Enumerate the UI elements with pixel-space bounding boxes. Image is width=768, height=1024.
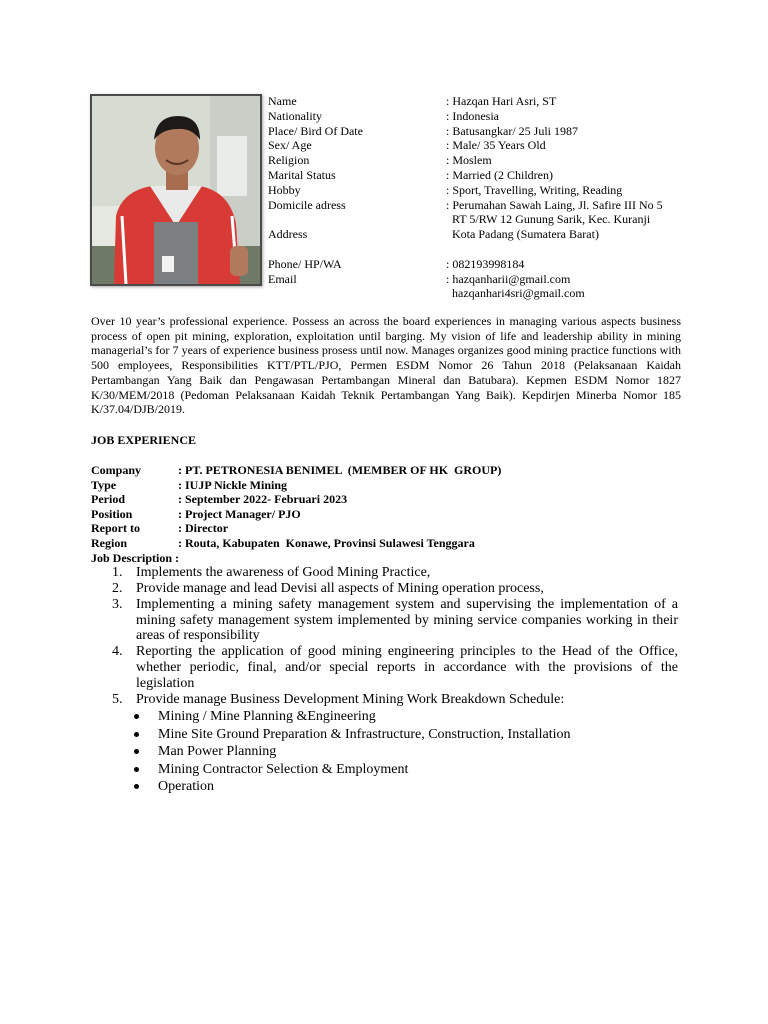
- list-number: 5.: [112, 691, 123, 707]
- wbs-text: Man Power Planning: [158, 744, 277, 760]
- info-value: : Hazqan Hari Asri, ST: [446, 94, 557, 108]
- info-label: Address: [268, 227, 308, 242]
- job-value: : IUJP Nickle Mining: [178, 477, 288, 492]
- list-item: [112, 644, 678, 691]
- job-value: : Project Manager/ PJO: [178, 506, 301, 521]
- list-text: Provide manage and lead Devisi all aspects of Mining operation process,: [136, 581, 544, 597]
- info-value: Kota Padang (Sumatera Barat): [446, 227, 599, 242]
- wbs-item: [136, 761, 678, 778]
- info-label: Phone/ HP/WA: [268, 256, 342, 271]
- list-number: 1.: [112, 565, 123, 580]
- list-number: 4.: [112, 644, 123, 660]
- bullet-icon: [134, 749, 139, 754]
- info-label: Domicile adress: [268, 197, 346, 212]
- job-label: Report to: [91, 521, 140, 536]
- info-value: : 082193998184: [446, 256, 525, 271]
- bullet-icon: [134, 784, 139, 789]
- list-text: Reporting the application of good mining engineering principles to the Head of the Office, whether periodic, final, and/or special reports in accordance with the provisions of the legislation: [136, 644, 678, 691]
- info-label: Email: [268, 271, 297, 286]
- wbs-list: [136, 708, 678, 795]
- wbs-item: [136, 778, 678, 795]
- list-text: Implements the awareness of Good Mining Practice,: [136, 565, 431, 580]
- email-link[interactable]: : hazqanharii@gmail.com: [446, 271, 571, 286]
- list-number: 3.: [112, 597, 123, 613]
- wbs-text: Mining / Mine Planning &Engineering: [158, 709, 376, 725]
- wbs-item: [136, 743, 678, 760]
- bullet-icon: [134, 732, 139, 737]
- wbs-text: Operation: [158, 778, 214, 794]
- wbs-text: Mine Site Ground Preparation & Infrastructure, Construction, Installation: [158, 726, 571, 742]
- job-label: Company: [91, 463, 142, 477]
- info-value: : Moslem: [446, 153, 492, 168]
- list-text: Implementing a mining safety management system and supervising the implementation of a mining safety management system implemented by mining service companies working in their areas of responsibility: [136, 597, 678, 644]
- list-item: [112, 565, 678, 581]
- job-label: Type: [91, 477, 117, 492]
- job-value: : Director: [178, 521, 229, 536]
- list-item: [112, 692, 678, 796]
- wbs-item: [136, 726, 678, 743]
- info-value: : Male/ 35 Years Old: [446, 138, 546, 153]
- job-label: Job Description :: [91, 550, 179, 565]
- job-experience-heading: JOB EXPERIENCE: [91, 433, 197, 447]
- info-label: Name: [268, 94, 297, 108]
- info-label: Nationality: [268, 108, 322, 123]
- list-number: 2.: [112, 581, 123, 597]
- bullet-icon: [134, 714, 139, 719]
- professional-summary: Over 10 year’s professional experience. Possess an across the board experiences in managing various aspects business process of open pit mining, exploration, exploitation until barging. My vision of life and leadership ability in mining managerial’s for 7 years of experience business prosess until now. Manages organizes good mining practice functions with 500 employees, Responsibilities KTT/PTL/PJO, Permen ESDM Nomor 26 Tahun 2018 (Pelaksanaan Kaidah Pertambangan Yang Baik dan Pengawasan Pertambangan Mineral dan Batubara). Kepmen ESDM Nomor 1827 K/30/MEM/2018 (Pedoman Pelaksanaan Kaidah Teknik Pertambangan Yang Baik). Kepdirjen Minerba Nomor 185 K/37.04/DJB/2019.: [91, 314, 681, 417]
- job-label: Position: [91, 506, 133, 521]
- list-text: Provide manage Business Development Mining Work Breakdown Schedule:: [136, 691, 565, 707]
- info-label: Sex/ Age: [268, 138, 312, 153]
- profile-photo: [90, 94, 262, 286]
- job-value: : September 2022- Februari 2023: [178, 492, 348, 507]
- info-label: Marital Status: [268, 167, 336, 182]
- wbs-text: Mining Contractor Selection & Employment: [158, 761, 409, 777]
- job-description-list: [112, 565, 678, 796]
- info-value: RT 5/RW 12 Gunung Sarik, Kec. Kuranji: [446, 212, 651, 227]
- info-label: Hobby: [268, 182, 301, 197]
- list-item: [112, 581, 678, 597]
- bullet-icon: [134, 767, 139, 772]
- info-value: : Perumahan Sawah Laing, Jl. Safire III No 5: [446, 197, 663, 212]
- job-value: : Routa, Kabupaten Konawe, Provinsi Sulawesi Tenggara: [178, 535, 475, 550]
- email-link[interactable]: hazqanhari4sri@gmail.com: [446, 286, 585, 301]
- info-value: : Married (2 Children): [446, 167, 553, 182]
- wbs-item: [136, 708, 678, 725]
- info-value: : Batusangkar/ 25 Juli 1987: [446, 123, 578, 138]
- info-label: Religion: [268, 153, 310, 168]
- job-label: Region: [91, 535, 127, 550]
- info-label: Place/ Bird Of Date: [268, 123, 363, 138]
- info-value: : Indonesia: [446, 108, 499, 123]
- list-item: [112, 597, 678, 644]
- info-value: : Sport, Travelling, Writing, Reading: [446, 182, 623, 197]
- person-photo-illustration: [92, 96, 260, 284]
- job-label: Period: [91, 492, 125, 507]
- job-value: : PT. PETRONESIA BENIMEL (MEMBER OF HK GROUP): [178, 463, 502, 477]
